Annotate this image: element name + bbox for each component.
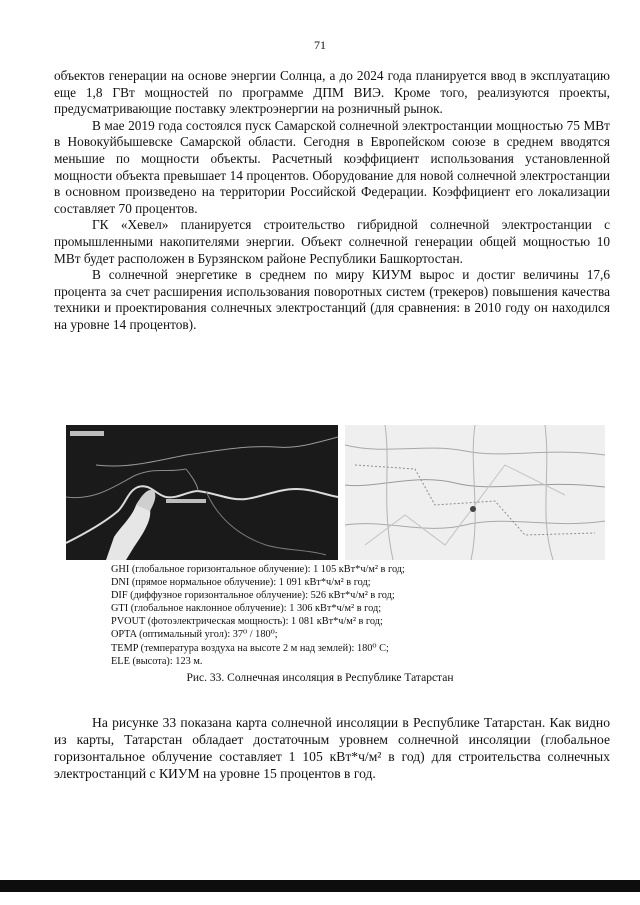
- stat-dif: DIF (диффузное горизонтальное облучение): 526 кВт*ч/м² в год;: [111, 590, 395, 602]
- paragraph-bottom: На рисунке 33 показана карта солнечной инсоляции в Республике Татарстан. Как видно из карты, Татарстан обладает достаточным уровнем солнечной инсоляции (глобальное горизонтальное облучение составляет 1 105 кВт*ч/м² в год) для строительства солнечных электростанций с КИУМ на уровне 15 процентов в год.: [54, 715, 610, 781]
- figure-stats: [111, 563, 551, 668]
- stat-gti: GTI (глобальное наклонное облучение): 1 306 кВт*ч/м² в год;: [111, 603, 382, 615]
- stat-ele: ELE (высота): 123 м.: [111, 655, 203, 667]
- scan-edge-bar: [0, 880, 640, 892]
- figure-33-images: [66, 425, 606, 560]
- figure-caption: Рис. 33. Солнечная инсоляция в Республике Татарстан: [186, 672, 454, 684]
- body-text-top: [54, 68, 610, 334]
- paragraph-2: В мае 2019 года состоялся пуск Самарской солнечной электростанции мощностью 75 МВт в Новокуйбышевске Самарской области. Сегодня в Европейском союзе в среднем вводятся меньшие по мощности объекты. Расчетный коэффициент использования установленной мощности объекта превышает 14 процентов. Оборудование для новой солнечной электростанции в основном произведено на территории Российской Федерации. Коэффициент его локализации составляет 70 процентов.: [54, 117, 610, 216]
- road-map-graphic: [345, 425, 605, 560]
- stat-dni: DNI (прямое нормальное облучение): 1 091 кВт*ч/м² в год;: [111, 577, 371, 589]
- satellite-map-graphic: [66, 425, 338, 560]
- body-text-bottom: [54, 714, 610, 782]
- stat-ghi: GHI (глобальное горизонтальное облучение): 1 105 кВт*ч/м² в год;: [111, 564, 405, 575]
- page-number: 71: [314, 38, 326, 52]
- paragraph-3: ГК «Хевел» планируется строительство гибридной солнечной электростанции с промышленными накопителями энергии. Объект солнечной генерации общей мощностью 10 МВт будет расположен в Бурзянском районе Республики Башкортостан.: [54, 217, 610, 266]
- road-map-image: [345, 425, 605, 560]
- paragraph-1: объектов генерации на основе энергии Солнца, а до 2024 года планируется ввод в эксплуатацию еще 1,8 ГВт мощностей по программе ДПМ ВИЭ. Кроме того, реализуются проекты, предусматривающие поставку электроэнергии на розничный рынок.: [54, 68, 610, 117]
- paragraph-4: В солнечной энергетике в среднем по миру КИУМ вырос и достиг величины 17,6 процента за счет расширения использования поворотных систем (трекеров) повышения качества техники и проектирования солнечных электростанций (для сравнения: в 2010 году он находился на уровне 14 процентов).: [54, 267, 610, 332]
- stat-temp: TEMP (температура воздуха на высоте 2 м над землей): 180⁰ С;: [111, 642, 389, 654]
- stat-opta: OPTA (оптимальный угол): 37⁰ / 180⁰;: [111, 629, 278, 641]
- satellite-map-image: [66, 425, 338, 560]
- stat-pvout: PVOUT (фотоэлектрическая мощность): 1 081 кВт*ч/м² в год;: [111, 616, 383, 628]
